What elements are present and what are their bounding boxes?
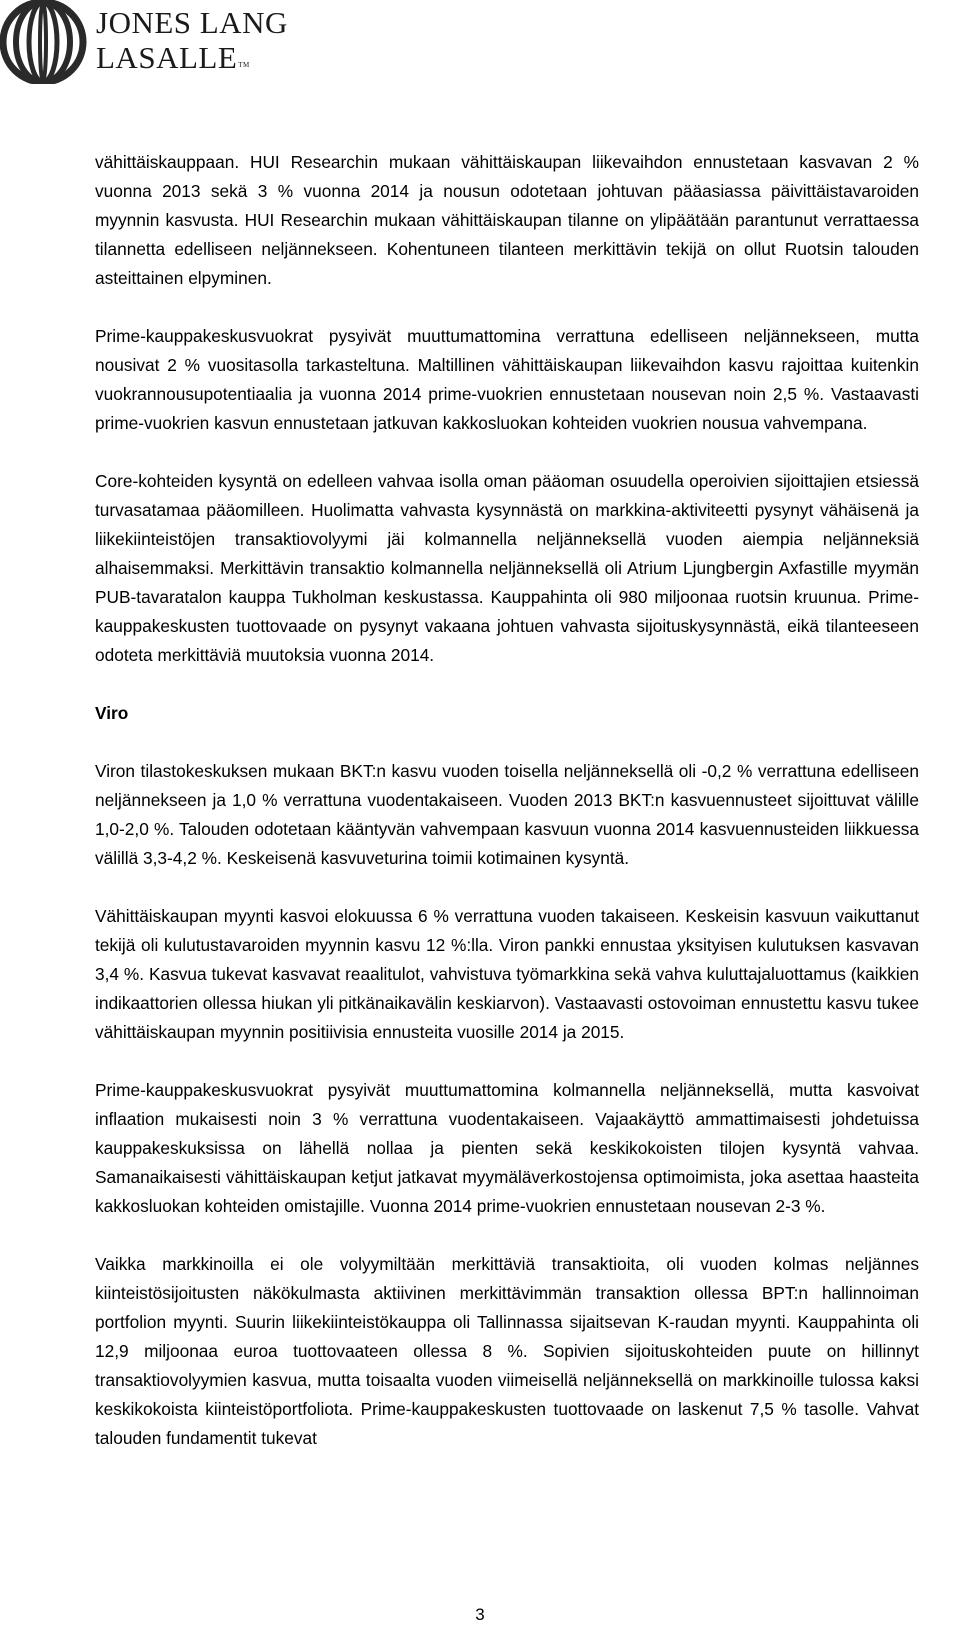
trademark-mark: TM (238, 61, 250, 69)
section-heading: Viro (95, 703, 129, 723)
paragraph: Prime-kauppakeskusvuokrat pysyivät muuttumattomina verrattuna edelliseen neljännekseen, mutta nousivat 2 % vuositasolla tarkasteltuna. Maltillinen vähittäiskaupan liikevaihdon kasvu rajoittaa kuitenkin vuokrannousupotentiaalia ja vuonna 2014 prime-vuokrien ennustetaan nousevan noin 2,5 %. Vastaavasti prime-vuokrien kasvun ennustetaan jatkuvan kakkosluokan kohteiden vuokrien nousua vahvempana. (95, 326, 919, 433)
paragraph: Prime-kauppakeskusvuokrat pysyivät muuttumattomina kolmannella neljänneksellä, mutta kasvoivat inflaation mukaisesti noin 3 % verrattuna vuodentakaiseen. Vajaakäyttö ammattimaisesti johdetuissa kauppakeskuksissa on lähellä nollaa ja pienten sekä keskikokoisten tilojen kysyntä vahvaa. Samanaikaisesti vähittäiskaupan ketjut jatkavat myymäläverkostojensa optimoimista, joka asettaa haasteita kakkosluokan kohteiden omistajille. Vuonna 2014 prime-vuokrien ennustetaan nousevan 2-3 %. (95, 1080, 919, 1216)
logo-text-line-1: JONES LANG (96, 5, 288, 40)
paragraph: Vähittäiskaupan myynti kasvoi elokuussa 6 % verrattuna vuoden takaiseen. Keskeisin kasvuun vaikuttanut tekijä oli kulutustavaroiden myynnin kasvu 12 %:lla. Viron pankki ennustaa yksityisen kulutuksen kasvavan 3,4 %. Kasvua tukevat kasvavat reaalitulot, vahvistuva työmarkkina sekä vahva kuluttajaluottamus (kaikkien indikaattorien ollessa hiukan yli pitkänaikavälin keskiarvon). Vastaavasti ostovoiman ennustettu kasvu tukee vähittäiskaupan myynnin positiivisia ennusteita vuosille 2014 ja 2015. (95, 906, 919, 1042)
paragraph: Vaikka markkinoilla ei ole volyymiltään merkittäviä transaktioita, oli vuoden kolmas neljännes kiinteistösijoitusten näkökulmasta aktiivinen merkittävimmän transaktion ollessa BPT:n hallinnoiman portfolion myynti. Suurin liikekiinteistökauppa oli Tallinnassa sijaitsevan K-raudan myynti. Kauppahinta oli 12,9 miljoonaa euroa tuottovaateen ollessa 8 %. Sopivien sijoituskohteiden puute on hillinnyt transaktiovolyymien kasvua, mutta toisaalta vuoden viimeisellä neljänneksellä on markkinoille tulossa kaksi keskikokoista kiinteistöportfoliota. Prime-kauppakeskusten tuottovaade on laskenut 7,5 % tasolle. Vahvat talouden fundamentit tukevat (95, 1254, 919, 1448)
logo-text-line-2-word: LASALLE (96, 40, 238, 75)
company-logo (0, 0, 288, 84)
paragraph: Core-kohteiden kysyntä on edelleen vahvaa isolla oman pääoman osuudella operoivien sijoittajien etsiessä turvasatamaa pääomilleen. Huolimatta vahvasta kysynnästä on markkina-aktiviteetti pysynyt vähäisenä ja liikekiinteistöjen transaktiovolyymi jäi kolmannella neljänneksellä vuoden aiempia neljänneksiä alhaisemmaksi. Merkittävin transaktio kolmannella neljänneksellä oli Atrium Ljungbergin Axfastille myymän PUB-tavaratalon kauppa Tukholman keskustassa. Kauppahinta oli 980 miljoonaa ruotsin kruunua. Prime-kauppakeskusten tuottovaade on pysynyt vakaana johtuen vahvasta sijoituskysynnästä, eikä tilanteeseen odoteta merkittäviä muutoksia vuonna 2014. (95, 471, 919, 665)
page-number: 3 (475, 1605, 485, 1624)
document-body (95, 148, 919, 1453)
jll-rings-logo-icon (0, 0, 90, 84)
logo-text-line-2 (96, 41, 250, 83)
paragraph: Viron tilastokeskuksen mukaan BKT:n kasvu vuoden toisella neljänneksellä oli -0,2 % verrattuna edelliseen neljännekseen ja 1,0 % verrattuna vuodentakaiseen. Vuoden 2013 BKT:n kasvuennusteet sijoittuvat välille 1,0-2,0 %. Talouden odotetaan kääntyvän vahvempaan kasvuun vuonna 2014 kasvuennusteiden liikkuessa välillä 3,3-4,2 %. Keskeisenä kasvuveturina toimii kotimainen kysyntä. (95, 761, 919, 868)
paragraph: vähittäiskauppaan. HUI Researchin mukaan vähittäiskaupan liikevaihdon ennustetaan kasvavan 2 % vuonna 2013 sekä 3 % vuonna 2014 ja nousun odotetaan johtuvan pääasiassa päivittäistavaroiden myynnin kasvusta. HUI Researchin mukaan vähittäiskaupan tilanne on ylipäätään parantunut verrattaessa tilannetta edelliseen neljännekseen. Kohentuneen tilanteen merkittävin tekijä on ollut Ruotsin talouden asteittainen elpyminen. (95, 152, 919, 288)
